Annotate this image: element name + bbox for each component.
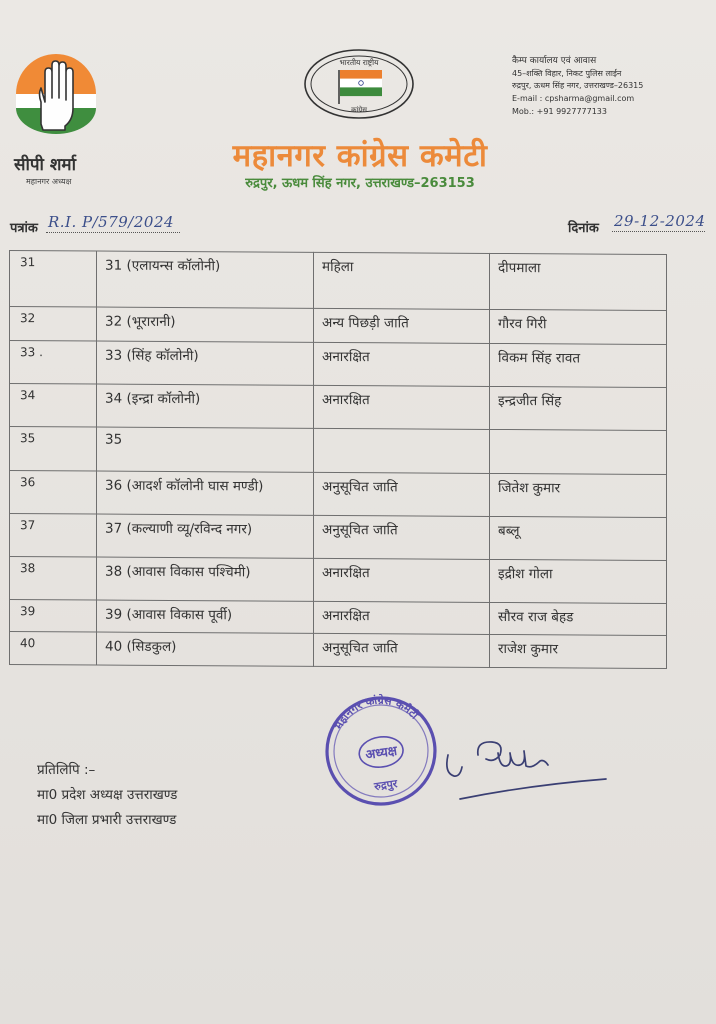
serial-cell: 39 — [10, 600, 97, 633]
serial-cell: 40 — [10, 632, 97, 666]
copy-to-block — [37, 758, 177, 833]
ward-cell: 32 (भूरारानी) — [97, 307, 314, 342]
table-row — [10, 427, 667, 475]
category-cell: अनारक्षित — [314, 385, 490, 429]
official-stamp — [322, 694, 440, 808]
table-row — [10, 251, 667, 311]
candidate-cell — [490, 429, 667, 474]
table-row — [10, 307, 667, 345]
org-title: महानगर कांग्रेस कमेटी — [232, 138, 488, 174]
ward-table-wrapper — [9, 250, 666, 668]
emblem-text-bottom: कांग्रेस — [351, 106, 367, 114]
ward-cell: 33 (सिंह कॉलोनी) — [97, 341, 314, 385]
flag-emblem — [302, 46, 416, 122]
contact-city-line: रुद्रपुर, ऊधम सिंह नगर, उत्तराखण्ड–26315 — [512, 81, 644, 91]
serial-cell: 32 — [10, 307, 97, 342]
candidate-cell: इद्रीश गोला — [490, 559, 667, 603]
serial-cell: 34 — [10, 384, 97, 428]
serial-cell: 33 . — [10, 341, 97, 385]
category-cell: अन्य पिछड़ी जाति — [314, 308, 490, 343]
reference-label: पत्रांक — [10, 221, 38, 236]
table-row — [10, 514, 667, 561]
ward-cell: 38 (आवास विकास पश्चिमी) — [97, 557, 314, 601]
candidate-cell: इन्द्रजीत सिंह — [490, 386, 667, 430]
ward-cell: 36 (आदर्श कॉलोनी घास मण्डी) — [97, 471, 314, 515]
table-row — [10, 384, 667, 431]
candidate-cell: जितेश कुमार — [490, 473, 667, 517]
serial-cell: 35 — [10, 427, 97, 472]
stamp-center-text: अध्यक्ष — [364, 743, 399, 764]
reference-number: R.I. P/579/2024 — [46, 213, 180, 233]
category-cell: अनुसूचित जाति — [314, 472, 490, 516]
stamp-ring-text: महानगर कांग्रेस कमेटी — [331, 694, 422, 732]
candidate-cell: राजेश कुमार — [490, 634, 667, 668]
contact-block — [512, 55, 643, 119]
category-cell: अनारक्षित — [314, 558, 490, 602]
ward-cell: 39 (आवास विकास पूर्वी) — [97, 600, 314, 633]
table-row — [10, 632, 667, 669]
serial-cell: 38 — [10, 557, 97, 601]
category-cell: अनुसूचित जाति — [314, 633, 490, 667]
leader-role: महानगर अध्यक्ष — [26, 177, 72, 186]
category-cell: महिला — [314, 252, 490, 309]
copy-to-label: प्रतिलिपि :– — [37, 762, 96, 778]
ward-table — [9, 250, 667, 669]
candidate-cell: सौरव राज बेहड — [490, 602, 667, 635]
candidate-cell: विकम सिंह रावत — [490, 343, 667, 387]
ward-cell: 40 (सिडकुल) — [97, 632, 314, 666]
emblem-text-top: भारतीय राष्ट्रीय — [339, 58, 379, 67]
org-address: रुद्रपुर, ऊधम सिंह नगर, उत्तराखण्ड–263153 — [245, 176, 475, 191]
congress-hand-logo — [14, 54, 98, 134]
category-cell: अनुसूचित जाति — [314, 515, 490, 559]
ward-cell: 31 (एलायन्स कॉलोनी) — [97, 251, 314, 308]
date-label: दिनांक — [568, 221, 599, 236]
candidate-cell: बब्लू — [490, 516, 667, 560]
contact-address-line: 45–शक्ति विहार, निकट पुलिस लाईन — [512, 68, 622, 78]
category-cell — [314, 428, 490, 473]
ward-cell: 35 — [97, 427, 314, 472]
contact-email: E-mail : cpsharma@gmail.com — [512, 94, 635, 104]
ward-cell: 34 (इन्द्रा कॉलोनी) — [97, 384, 314, 428]
contact-mobile: Mob.: +91 9927777133 — [512, 106, 607, 116]
table-row — [10, 557, 667, 604]
handwritten-signature — [440, 733, 610, 803]
copy-to-recipient: मा0 प्रदेश अध्यक्ष उत्तराखण्ड — [37, 787, 178, 803]
category-cell: अनारक्षित — [314, 601, 490, 634]
date-value: 29-12-2024 — [614, 212, 706, 230]
table-row — [10, 341, 667, 388]
candidate-cell: दीपमाला — [490, 253, 667, 310]
serial-cell: 31 — [10, 251, 97, 308]
serial-cell: 37 — [10, 514, 97, 558]
leader-name: सीपी शर्मा — [14, 155, 77, 175]
serial-cell: 36 — [10, 471, 97, 515]
table-row — [10, 600, 667, 636]
table-row — [10, 471, 667, 518]
candidate-cell: गौरव गिरी — [490, 309, 667, 344]
stamp-bottom-text: रुद्रपुर — [373, 777, 399, 794]
category-cell: अनारक्षित — [314, 342, 490, 386]
copy-to-recipient: मा0 जिला प्रभारी उत्तराखण्ड — [37, 812, 177, 828]
ward-cell: 37 (कल्याणी व्यू/रविन्द नगर) — [97, 514, 314, 558]
contact-heading: कैम्प कार्यालय एवं आवास — [512, 56, 597, 66]
